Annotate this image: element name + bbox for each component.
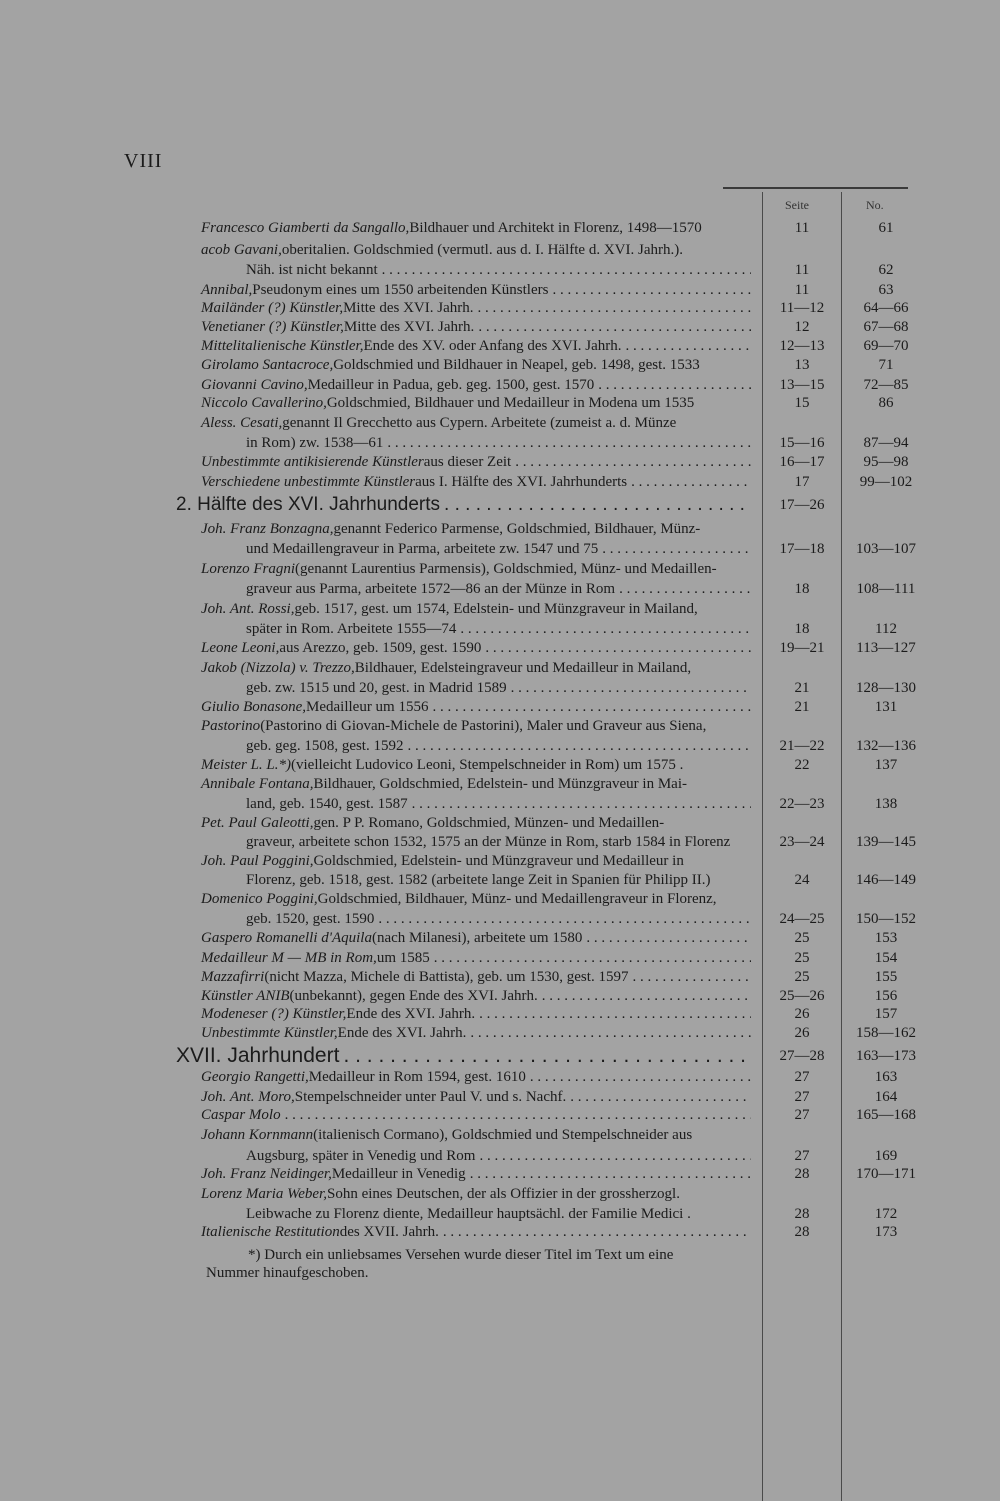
entry-text: gen. P P. Romano, Goldschmied, Münzen- und Medaillen- <box>313 815 665 831</box>
entry-text: Augsburg, später in Venedig und Rom <box>246 1148 476 1164</box>
entry-line <box>201 889 751 909</box>
entry-text: graveur aus Parma, arbeitete 1572—86 an der Münze in Rom <box>246 581 616 597</box>
entry-line <box>201 1105 751 1125</box>
dot-leader <box>570 1087 751 1107</box>
entry-name: Mittelitalienische Künstler, <box>201 338 364 354</box>
entry-number: 169 <box>874 1148 898 1164</box>
entry-page: 24—25 <box>779 911 825 927</box>
entry-number: 61 <box>878 220 894 236</box>
entry-text: Goldschmied und Bildhauer in Neapel, geb. 1498, gest. 1533 <box>333 357 700 373</box>
entry-text: Leibwache zu Florenz diente, Medailleur hauptsächl. der Familie Medici . <box>246 1206 691 1222</box>
entry-number: 131 <box>874 699 898 715</box>
entry-text: um 1585 <box>376 950 430 966</box>
entry-name: Georgio Rangetti, <box>201 1069 309 1085</box>
entry-name: Medailleur M — MB in Rom, <box>201 950 377 966</box>
entry-text: Pseudonym eines um 1550 arbeitenden Künstlers <box>252 282 549 298</box>
entry-line <box>201 298 751 318</box>
entry-line <box>246 579 751 599</box>
entry-line <box>201 851 751 871</box>
dot-leader <box>632 967 751 987</box>
entry-line <box>201 472 751 492</box>
entry-line <box>201 813 751 833</box>
entry-line <box>201 336 751 356</box>
entry-number: 137 <box>874 757 898 773</box>
entry-line <box>201 697 751 717</box>
entry-line <box>201 1125 751 1145</box>
entry-text: des XVII. Jahrh. <box>339 1224 439 1240</box>
entry-page: 28 <box>794 1224 810 1240</box>
dot-leader <box>470 1023 751 1043</box>
entry-page: 25—26 <box>779 988 825 1004</box>
entry-name: Johann Kornmann <box>201 1127 314 1143</box>
entry-line <box>201 774 751 794</box>
entry-page: 26 <box>794 1006 810 1022</box>
entry-text: (unbekannt), gegen Ende des XVI. Jahrh. <box>289 988 538 1004</box>
entry-line <box>201 1087 751 1107</box>
entry-text: Näh. ist nicht bekannt <box>246 262 378 278</box>
entry-page: 27 <box>794 1148 810 1164</box>
entry-text: Ende des XVI. Jahrh. <box>337 1025 467 1041</box>
dot-leader <box>443 1222 751 1242</box>
dot-leader <box>412 794 751 814</box>
entry-page: 11 <box>794 220 810 236</box>
entry-name: Pet. Paul Galeotti, <box>201 815 314 831</box>
dot-leader <box>511 678 751 698</box>
entry-page: 24 <box>794 872 810 888</box>
entry-page: 18 <box>794 581 810 597</box>
entry-line <box>246 832 751 852</box>
entry-line <box>201 967 751 987</box>
entry-text: Medailleur um 1556 <box>306 699 429 715</box>
entry-name: Joh. Ant. Rossi, <box>201 601 295 617</box>
entry-name: Aless. Cesati, <box>201 415 283 431</box>
entry-number: 128—130 <box>856 680 916 696</box>
dot-leader <box>285 1105 751 1125</box>
entry-line <box>246 870 751 890</box>
entry-number: 170—171 <box>856 1166 916 1182</box>
entry-name: Unbestimmte antikisierende Künstler <box>201 454 424 470</box>
entry-name: Annibale Fontana, <box>201 776 314 792</box>
entry-number: 155 <box>874 969 898 985</box>
entry-number: 67—68 <box>863 319 909 335</box>
entry-line <box>201 658 751 678</box>
column-header-seite: Seite <box>785 198 809 212</box>
entry-number: 157 <box>874 1006 898 1022</box>
dot-leader <box>478 317 751 337</box>
dot-leader <box>387 433 751 453</box>
entry-text: Ende des XV. oder Anfang des XVI. Jahrh. <box>363 338 622 354</box>
entry-number: 158—162 <box>856 1025 916 1041</box>
entry-name: Unbestimmte Künstler, <box>201 1025 338 1041</box>
entry-page: 22 <box>794 757 810 773</box>
entry-name: Domenico Poggini, <box>201 891 318 907</box>
entry-line <box>201 948 751 968</box>
entry-page: 18 <box>794 621 810 637</box>
entry-page: 13 <box>794 357 810 373</box>
entry-text: Bildhauer, Goldschmied, Edelstein- und Münzgraveur in Mai- <box>313 776 687 792</box>
entry-page: 23—24 <box>779 834 825 850</box>
entry-text: in Rom) zw. 1538—61 <box>246 435 384 451</box>
entry-text: graveur, arbeitete schon 1532, 1575 an der Münze in Rom, starb 1584 in Florenz <box>246 834 731 850</box>
entry-page: 27—28 <box>779 1048 825 1064</box>
entry-name: Niccolo Cavallerino, <box>201 395 327 411</box>
entry-name: Giovanni Cavino, <box>201 377 308 393</box>
dot-leader <box>626 336 752 356</box>
entry-number: 63 <box>878 282 894 298</box>
dot-leader <box>460 619 751 639</box>
column-header-no: No. <box>866 198 884 212</box>
entry-line <box>201 755 751 775</box>
dot-leader <box>619 579 751 599</box>
entry-page: 25 <box>794 930 810 946</box>
entry-number: 108—111 <box>856 581 916 597</box>
entry-line <box>201 1164 751 1184</box>
entry-page: 21 <box>794 680 810 696</box>
entry-name: acob Gavani, <box>201 242 282 258</box>
entry-number: 150—152 <box>856 911 916 927</box>
entry-page: 27 <box>794 1089 810 1105</box>
entry-number: 156 <box>874 988 898 1004</box>
entry-line <box>201 1222 751 1242</box>
entry-number: 164 <box>874 1089 898 1105</box>
entry-text: Goldschmied, Bildhauer und Medailleur in Modena um 1535 <box>326 395 695 411</box>
entry-page: 27 <box>794 1069 810 1085</box>
entry-line <box>201 240 751 260</box>
entry-line <box>246 1146 751 1166</box>
entry-number: 95—98 <box>863 454 909 470</box>
entry-page: 26 <box>794 1025 810 1041</box>
entry-line <box>201 716 751 736</box>
entry-page: 22—23 <box>779 796 825 812</box>
entry-name: Joh. Franz Bonzagna, <box>201 521 334 537</box>
dot-leader <box>542 986 751 1006</box>
entry-text: Florenz, geb. 1518, gest. 1582 (arbeitete lange Zeit in Spanien für Philipp II.) <box>246 872 711 888</box>
entry-name: Venetianer (?) Künstler, <box>201 319 344 335</box>
page-number: VIII <box>124 150 163 172</box>
entry-name: Modeneser (?) Künstler, <box>201 1006 347 1022</box>
entry-name: Francesco Giamberti da Sangallo, <box>201 220 410 236</box>
entry-page: 11—12 <box>779 300 825 316</box>
dot-leader <box>552 280 751 300</box>
entry-number: 163 <box>874 1069 898 1085</box>
entry-page: 15—16 <box>779 435 825 451</box>
section-heading <box>176 495 751 515</box>
entry-page: 11 <box>794 282 810 298</box>
entry-number: 99—102 <box>859 474 913 490</box>
entry-line <box>246 619 751 639</box>
entry-number: 112 <box>875 621 897 637</box>
entry-text: Medailleur in Venedig <box>331 1166 466 1182</box>
entry-line <box>246 1204 751 1224</box>
entry-text: Sohn eines Deutschen, der als Offizier in der grossherzogl. <box>326 1186 680 1202</box>
entry-line <box>201 355 751 375</box>
dot-leader <box>444 495 751 515</box>
entry-text: Mitte des XVI. Jahrh. <box>343 319 475 335</box>
entry-name: Mailänder (?) Künstler, <box>201 300 344 316</box>
entry-text: aus I. Hälfte des XVI. Jahrhunderts <box>415 474 628 490</box>
entry-text: Bildhauer, Edelsteingraveur und Medailleur in Mailand, <box>354 660 692 676</box>
entry-line <box>201 986 751 1006</box>
entry-name: Caspar Molo <box>201 1107 281 1123</box>
entry-page: 25 <box>794 950 810 966</box>
entry-line <box>201 393 751 413</box>
entry-text: aus dieser Zeit <box>423 454 512 470</box>
entry-number: 72—85 <box>863 377 909 393</box>
entry-text: (Pastorino di Giovan-Michele de Pastorini), Maler und Graveur aus Siena, <box>260 718 707 734</box>
footnote-line: *) Durch ein unliebsames Versehen wurde dieser Titel im Text um eine <box>248 1247 674 1263</box>
dot-leader <box>586 928 751 948</box>
entry-line <box>246 433 751 453</box>
entry-text: oberitalien. Goldschmied (vermutl. aus d. I. Hälfte d. XVI. Jahrh.). <box>281 242 683 258</box>
entry-name: Lorenz Maria Weber, <box>201 1186 327 1202</box>
entry-text: Goldschmied, Bildhauer, Münz- und Medaillengraveur in Florenz, <box>317 891 717 907</box>
entry-page: 15 <box>794 395 810 411</box>
entry-line <box>246 794 751 814</box>
dot-leader <box>343 1046 751 1066</box>
entry-name: Giulio Bonasone, <box>201 699 306 715</box>
entry-text: geb. 1517, gest. um 1574, Edelstein- und Münzgraveur in Mailand, <box>294 601 698 617</box>
entry-text: Medailleur in Padua, geb. geg. 1500, gest. 1570 <box>307 377 595 393</box>
entry-text: Medailleur in Rom 1594, gest. 1610 <box>308 1069 526 1085</box>
footnote <box>206 1246 766 1282</box>
dot-leader <box>407 736 751 756</box>
entry-text: (nicht Mazza, Michele di Battista), geb. um 1530, gest. 1597 <box>264 969 629 985</box>
entry-number: 172 <box>874 1206 898 1222</box>
dot-leader <box>479 1146 751 1166</box>
entry-text: XVII. Jahrhundert <box>176 1044 340 1067</box>
dot-leader <box>434 948 751 968</box>
entry-number: 138 <box>874 796 898 812</box>
entry-line <box>201 413 751 433</box>
entry-name: Joh. Franz Neidinger, <box>201 1166 332 1182</box>
entry-name: Joh. Paul Poggini, <box>201 853 314 869</box>
entry-number: 146—149 <box>856 872 916 888</box>
entry-text: genannt Federico Parmense, Goldschmied, Bildhauer, Münz- <box>333 521 701 537</box>
entry-name: Mazzafirri <box>201 969 265 985</box>
entry-text: und Medaillengraveur in Parma, arbeitete zw. 1547 und 75 <box>246 541 599 557</box>
entry-page: 13—15 <box>779 377 825 393</box>
entry-page: 12 <box>794 319 810 335</box>
entry-line <box>201 1004 751 1024</box>
entry-page: 27 <box>794 1107 810 1123</box>
dot-leader <box>530 1067 751 1087</box>
entry-name: Annibal, <box>201 282 253 298</box>
entry-line <box>246 539 751 559</box>
entry-text: geb. geg. 1508, gest. 1592 <box>246 738 404 754</box>
entry-line <box>201 1184 751 1204</box>
entry-text: 2. Hälfte des XVI. Jahrhunderts <box>176 494 441 515</box>
entry-text: genannt Il Grecchetto aus Cypern. Arbeitete (zumeist a. d. Münze <box>282 415 677 431</box>
entry-line <box>201 317 751 337</box>
entry-text: Mitte des XVI. Jahrh. <box>343 300 474 316</box>
section-heading <box>176 1046 751 1066</box>
entry-name: Gaspero Romanelli d'Aquila <box>201 930 372 946</box>
dot-leader <box>432 697 751 717</box>
dot-leader <box>378 909 751 929</box>
entry-name: Lorenzo Fragni <box>201 561 296 577</box>
entry-page: 28 <box>794 1206 810 1222</box>
entry-line <box>201 375 751 395</box>
entry-number: 62 <box>878 262 894 278</box>
entry-page: 21 <box>794 699 810 715</box>
entry-name: Leone Leoni, <box>201 640 280 656</box>
entry-text: Stempelschneider unter Paul V. und s. Nachf. <box>294 1089 567 1105</box>
dot-leader <box>477 298 751 318</box>
entry-text: geb. 1520, gest. 1590 <box>246 911 375 927</box>
entry-name: Künstler ANIB <box>201 988 290 1004</box>
entry-number: 132—136 <box>856 738 916 754</box>
entry-line <box>201 1023 751 1043</box>
entry-line <box>201 519 751 539</box>
entry-number: 139—145 <box>856 834 916 850</box>
dot-leader <box>470 1164 751 1184</box>
entry-name: Joh. Ant. Moro, <box>201 1089 295 1105</box>
entry-text: später in Rom. Arbeitete 1555—74 <box>246 621 457 637</box>
entry-page: 11 <box>794 262 810 278</box>
entry-number: 173 <box>874 1224 898 1240</box>
entry-text: geb. zw. 1515 und 20, gest. in Madrid 1589 <box>246 680 507 696</box>
dot-leader <box>485 638 751 658</box>
entry-page: 21—22 <box>779 738 825 754</box>
dot-leader <box>515 452 751 472</box>
entry-line <box>201 599 751 619</box>
entry-text: Bildhauer und Architekt in Florenz, 1498—1570 <box>409 220 702 236</box>
dot-leader <box>602 539 751 559</box>
entry-number: 113—127 <box>856 640 916 656</box>
entry-line <box>201 218 751 238</box>
entry-line <box>201 452 751 472</box>
entry-name: Pastorino <box>201 718 261 734</box>
dot-leader <box>631 472 751 492</box>
entry-text: (italienisch Cormano), Goldschmied und Stempelschneider aus <box>313 1127 693 1143</box>
entry-text: Goldschmied, Edelstein- und Münzgraveur und Medailleur in <box>313 853 684 869</box>
entry-line <box>201 280 751 300</box>
entry-page: 25 <box>794 969 810 985</box>
entry-page: 16—17 <box>779 454 825 470</box>
dot-leader <box>479 1004 751 1024</box>
entry-number: 71 <box>878 357 894 373</box>
entry-name: Meister L. L.*) <box>201 757 291 773</box>
entry-page: 17—18 <box>779 541 825 557</box>
entry-number: 64—66 <box>863 300 909 316</box>
entry-number: 87—94 <box>863 435 909 451</box>
entry-number: 163—173 <box>856 1048 916 1064</box>
dot-leader <box>382 260 751 280</box>
entry-line <box>246 736 751 756</box>
entry-text: aus Arezzo, geb. 1509, gest. 1590 <box>279 640 482 656</box>
entry-line <box>201 928 751 948</box>
entry-number: 86 <box>878 395 894 411</box>
entry-number: 69—70 <box>863 338 909 354</box>
entry-name: Verschiedene unbestimmte Künstler <box>201 474 416 490</box>
entry-line <box>201 1067 751 1087</box>
dot-leader <box>598 375 751 395</box>
entry-number: 103—107 <box>856 541 916 557</box>
entry-name: Italienische Restitution <box>201 1224 340 1240</box>
header-rule <box>723 187 908 189</box>
entry-name: Girolamo Santacroce, <box>201 357 334 373</box>
entry-line <box>201 638 751 658</box>
entry-name: Jakob (Nizzola) v. Trezzo, <box>201 660 355 676</box>
footnote-line: Nummer hinaufgeschoben. <box>206 1265 369 1281</box>
entry-line <box>246 678 751 698</box>
entry-text: (nach Milanesi), arbeitete um 1580 <box>371 930 583 946</box>
entry-text: (genannt Laurentius Parmensis), Goldschmied, Münz- und Medaillen- <box>295 561 717 577</box>
entry-number: 165—168 <box>856 1107 916 1123</box>
entry-line <box>246 909 751 929</box>
entry-number: 153 <box>874 930 898 946</box>
entry-page: 12—13 <box>779 338 825 354</box>
entry-page: 17—26 <box>779 497 825 513</box>
entry-page: 28 <box>794 1166 810 1182</box>
entry-text: Ende des XVI. Jahrh. <box>346 1006 476 1022</box>
entry-number: 154 <box>874 950 898 966</box>
entry-line <box>201 559 751 579</box>
entry-text: (vielleicht Ludovico Leoni, Stempelschneider in Rom) um 1575 . <box>291 757 684 773</box>
entry-page: 19—21 <box>779 640 825 656</box>
entry-text: land, geb. 1540, gest. 1587 <box>246 796 408 812</box>
entry-page: 17 <box>794 474 810 490</box>
entry-line <box>246 260 751 280</box>
